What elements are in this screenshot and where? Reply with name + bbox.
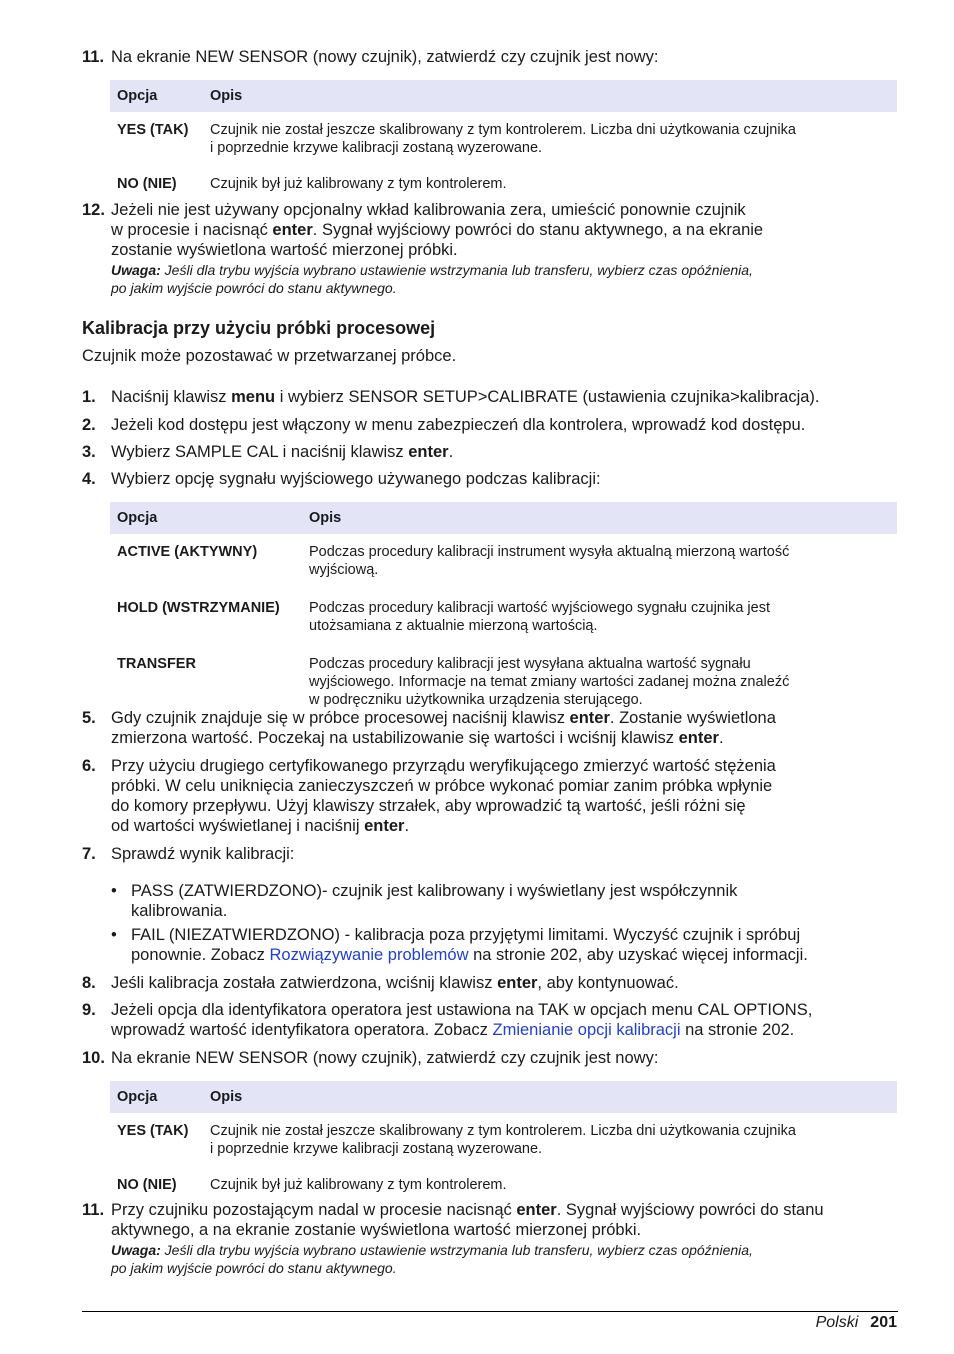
step-number: 10. <box>82 1049 105 1067</box>
header-option: Opcja <box>110 502 302 534</box>
bullet-fail <box>111 925 897 965</box>
description-line: Czujnik był już kalibrowany z tym kontrolerem. <box>210 176 507 192</box>
step-number: 11. <box>82 48 105 66</box>
note: Uwaga: Jeśli dla trybu wyjścia wybrano ustawienie wstrzymania lub transferu, wybierz czas opóźnienia, po jakim wyjście powróci do stanu aktywnego. <box>111 1241 898 1277</box>
bullet-pass <box>111 881 897 921</box>
step-1 <box>82 387 898 407</box>
step-text <box>111 200 898 260</box>
step-text: Sprawdź wynik kalibracji: <box>111 845 295 863</box>
enter-key-label: enter <box>569 709 610 727</box>
enter-key-label: enter <box>272 221 313 239</box>
step-number: 12. <box>82 201 105 219</box>
step-text: Jeżeli kod dostępu jest włączony w menu zabezpieczeń dla kontrolera, wprowadź kod dostępu. <box>111 416 806 434</box>
options-table-output-mode <box>110 502 897 715</box>
description-line: Podczas procedury kalibracji instrument wysyła aktualną mierzoną wartość <box>309 544 790 560</box>
table-row <box>110 585 897 641</box>
option-key: TRANSFER <box>117 656 196 672</box>
menu-key-label: menu <box>231 388 276 406</box>
bullet-text: PASS (ZATWIERDZONO)- czujnik jest kalibrowany i wyświetlany jest współczynnik kalibrowania. <box>131 882 738 920</box>
bullet-text: FAIL (NIEZATWIERDZONO) - kalibracja poza przyjętymi limitami. Wyczyść czujnik i spróbuj ponownie. Zobacz Rozwiązywanie problemów na stronie 202, aby uzyskać więcej informacji. <box>131 926 808 964</box>
option-description <box>203 1164 897 1200</box>
header-description: Opis <box>203 80 897 112</box>
option-description <box>203 112 897 163</box>
table-row <box>110 534 897 585</box>
enter-key-label: enter <box>497 974 538 992</box>
option-description <box>302 641 897 715</box>
description-line: Podczas procedury kalibracji jest wysyłana aktualna wartość sygnału <box>309 656 751 672</box>
option-key: NO (NIE) <box>117 176 177 192</box>
step-number: 2. <box>82 416 96 434</box>
text-line: zostanie wyświetlona wartość mierzonej próbki. <box>111 241 458 259</box>
footer-divider <box>82 1311 898 1312</box>
step-11-return-active <box>82 1200 898 1277</box>
option-key: YES (TAK) <box>117 122 189 138</box>
table-row <box>110 112 897 163</box>
description-line: wyjściowego. Informacje na temat zmiany wartości zadanej można znaleźć <box>309 674 790 690</box>
step-3 <box>82 442 898 462</box>
table-row <box>110 163 897 199</box>
option-description <box>302 534 897 585</box>
description-line: utożsamiana z aktualnie mierzoną wartością. <box>309 618 598 634</box>
step-10 <box>82 1048 898 1068</box>
text-line: w procesie i nacisnąć enter. Sygnał wyjściowy powróci do stanu aktywnego, a na ekranie <box>111 221 764 239</box>
step-number: 8. <box>82 974 96 992</box>
step-7 <box>82 844 898 864</box>
header-option: Opcja <box>110 1081 203 1113</box>
section-title: Kalibracja przy użyciu próbki procesowej <box>82 318 436 338</box>
option-description <box>203 163 897 199</box>
enter-key-label: enter <box>516 1201 557 1219</box>
header-description: Opis <box>203 1081 897 1113</box>
step-text: Wybierz SAMPLE CAL i naciśnij klawisz enter. <box>111 443 454 461</box>
footer-language: Polski <box>815 1314 859 1331</box>
note: Uwaga: Jeśli dla trybu wyjścia wybrano ustawienie wstrzymania lub transferu, wybierz czas opóźnienia, po jakim wyjście powróci do stanu aktywnego. <box>111 261 898 297</box>
step-12-zero-cartridge <box>82 200 898 297</box>
description-line: Czujnik był już kalibrowany z tym kontrolerem. <box>210 1177 507 1193</box>
bullet-icon: • <box>111 926 117 944</box>
step-number: 11. <box>82 1201 105 1219</box>
step-text: Wybierz opcję sygnału wyjściowego używanego podczas kalibracji: <box>111 470 601 488</box>
header-description: Opis <box>302 502 897 534</box>
page-number: 201 <box>870 1314 897 1331</box>
step-text: Jeżeli opcja dla identyfikatora operatora jest ustawiona na TAK w opcjach menu CAL OPTIONS, wprowadź wartość identyfikatora operatora. Zobacz Zmienianie opcji kalibracji na stronie 202. <box>111 1001 813 1039</box>
table-row <box>110 641 897 715</box>
table-row <box>110 1164 897 1200</box>
option-key: HOLD (WSTRZYMANIE) <box>117 600 280 616</box>
step-8 <box>82 973 898 993</box>
step-number: 5. <box>82 709 96 727</box>
options-table-new-sensor-2 <box>110 1081 897 1200</box>
step-number: 1. <box>82 388 96 406</box>
step-4 <box>82 469 898 489</box>
bullet-icon: • <box>111 882 117 900</box>
note-line: po jakim wyjście powróci do stanu aktywnego. <box>111 1260 397 1276</box>
description-line: Podczas procedury kalibracji wartość wyjściowego sygnału czujnika jest <box>309 600 770 616</box>
step-number: 4. <box>82 470 96 488</box>
troubleshooting-link[interactable]: Rozwiązywanie problemów <box>269 946 469 964</box>
step-text: Przy użyciu drugiego certyfikowanego przyrządu weryfikującego zmierzyć wartość stężenia próbki. W celu uniknięcia zanieczyszczeń w próbce wykonać pomiar zanim próbka wpłynie do komory przepływu. Użyj klawiszy strzałek, aby wprowadzić tą wartość, jeśli różni się od wartości wyświetlanej i naciśnij enter. <box>111 757 776 835</box>
description-line: Czujnik nie został jeszcze skalibrowany z tym kontrolerem. Liczba dni użytkowania czujnika <box>210 1123 796 1139</box>
section-intro: Czujnik może pozostawać w przetwarzanej próbce. <box>82 347 457 365</box>
step-text: Jeśli kalibracja została zatwierdzona, wciśnij klawisz enter, aby kontynuować. <box>111 974 679 992</box>
header-option: Opcja <box>110 80 203 112</box>
table-row <box>110 1113 897 1164</box>
option-key: ACTIVE (AKTYWNY) <box>117 544 258 560</box>
step-text: Gdy czujnik znajduje się w próbce procesowej naciśnij klawisz enter. Zostanie wyświetlona zmierzona wartość. Poczekaj na ustabilizowanie się wartości i wciśnij klawisz enter. <box>111 709 776 747</box>
note-label: Uwaga: <box>111 1242 161 1258</box>
step-2 <box>82 415 898 435</box>
step-text: Na ekranie NEW SENSOR (nowy czujnik), zatwierdź czy czujnik jest nowy: <box>111 48 659 66</box>
note-line: po jakim wyjście powróci do stanu aktywnego. <box>111 280 397 296</box>
step-11-new-sensor <box>82 47 898 67</box>
option-key: YES (TAK) <box>117 1123 189 1139</box>
text-line: Jeżeli nie jest używany opcjonalny wkład kalibrowania zera, umieścić ponownie czujnik <box>111 201 746 219</box>
step-number: 3. <box>82 443 96 461</box>
options-table-new-sensor <box>110 80 897 199</box>
step-text: Przy czujniku pozostającym nadal w procesie nacisnąć enter. Sygnał wyjściowy powróci do stanu aktywnego, a na ekranie zostanie wyświetlona wartość mierzonej próbki. <box>111 1201 824 1239</box>
option-description <box>203 1113 897 1164</box>
step-9 <box>82 1000 898 1040</box>
step-text: Naciśnij klawisz menu i wybierz SENSOR SETUP>CALIBRATE (ustawienia czujnika>kalibracja). <box>111 388 820 406</box>
step-number: 6. <box>82 757 96 775</box>
description-line: wyjściową. <box>309 562 379 578</box>
enter-key-label: enter <box>678 729 719 747</box>
step-5 <box>82 708 898 748</box>
step-6 <box>82 756 898 836</box>
description-line: i poprzednie krzywe kalibracji zostaną wyzerowane. <box>210 1141 543 1157</box>
option-description <box>302 585 897 641</box>
description-line: Czujnik nie został jeszcze skalibrowany z tym kontrolerem. Liczba dni użytkowania czujnika <box>210 122 796 138</box>
description-line: w podręczniku użytkownika urządzenia sterującego. <box>309 692 643 708</box>
page-footer <box>816 1313 897 1333</box>
calibration-options-link[interactable]: Zmienianie opcji kalibracji <box>492 1021 681 1039</box>
option-key: NO (NIE) <box>117 1177 177 1193</box>
enter-key-label: enter <box>408 443 449 461</box>
step-number: 9. <box>82 1001 96 1019</box>
step-text: Na ekranie NEW SENSOR (nowy czujnik), zatwierdź czy czujnik jest nowy: <box>111 1049 659 1067</box>
enter-key-label: enter <box>364 817 405 835</box>
step-number: 7. <box>82 845 96 863</box>
description-line: i poprzednie krzywe kalibracji zostaną wyzerowane. <box>210 140 543 156</box>
note-label: Uwaga: <box>111 262 161 278</box>
